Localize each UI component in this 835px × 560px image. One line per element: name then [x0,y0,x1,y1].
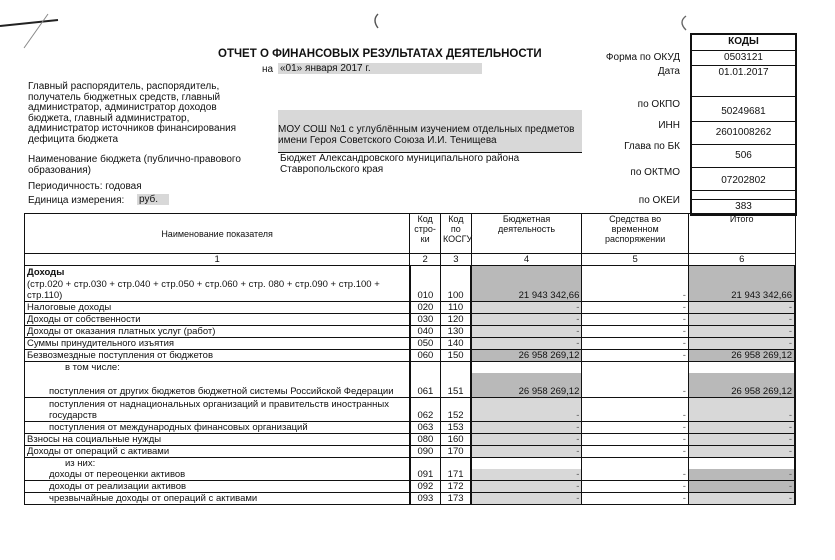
row-total: - [688,445,795,457]
row-total: - [688,397,795,421]
table-header-row [25,214,796,254]
row-name: Доходы от операций с активами [25,445,410,457]
report-date: «01» января 2017 г. [278,63,482,74]
row-budget: - [471,326,582,338]
col-header-budget: Бюджетная деятельность [471,214,582,254]
row-line-code: 063 [410,421,441,433]
row-total: - [688,314,795,326]
row-name: Доходы от собственности [25,314,410,326]
row-budget: - [471,302,582,314]
label-okpo: по ОКПО [637,99,680,110]
row-kosgu: 151 [440,373,471,397]
row-temp: - [582,397,689,421]
row-kosgu: 173 [440,492,471,504]
row-name: Взносы на социальные нужды [25,433,410,445]
row-kosgu: 110 [440,302,471,314]
table-row [25,373,796,397]
row-budget: - [471,421,582,433]
row-temp: - [582,350,689,362]
table-row [25,338,796,350]
row-line-code: 062 [410,397,441,421]
table-row [25,362,796,374]
report-title: ОТЧЕТ О ФИНАНСОВЫХ РЕЗУЛЬТАТАХ ДЕЯТЕЛЬНОСТИ [218,48,542,60]
row-budget: - [471,433,582,445]
budget-name-label: Наименование бюджета (публично-правового образования) [28,154,241,176]
row-kosgu [440,457,471,469]
table-row [25,397,796,421]
row-kosgu: 100 [440,278,471,302]
row-total: 21 943 342,66 [688,278,795,302]
row-line-code: 040 [410,326,441,338]
col-header-name: Наименование показателя [25,214,410,254]
table-row [25,266,796,278]
table-row [25,480,796,492]
row-line-code [410,362,441,374]
budget-name: Бюджет Александровского муниципального района Ставропольского края [280,153,520,175]
col-number: 3 [440,254,471,266]
label-oktmo: по ОКТМО [630,167,680,178]
col-number: 2 [410,254,441,266]
row-total: 26 958 269,12 [688,350,795,362]
unit-label: Единица измерения: [28,195,125,206]
row-budget [471,266,582,278]
row-budget: - [471,314,582,326]
code-oktmo: 07202802 [692,168,795,191]
row-budget: 21 943 342,66 [471,278,582,302]
row-total: - [688,326,795,338]
row-temp: - [582,302,689,314]
row-name: Доходы от оказания платных услуг (работ) [25,326,410,338]
row-temp: - [582,338,689,350]
row-line-code: 061 [410,373,441,397]
row-temp: - [582,278,689,302]
label-okei: по ОКЕИ [638,195,680,206]
label-bk: Глава по БК [624,141,680,152]
code-okpo: 50249681 [692,97,795,122]
row-total [688,266,795,278]
label-okud: Форма по ОКУД [605,52,680,63]
row-temp: - [582,492,689,504]
row-budget: - [471,397,582,421]
table-row [25,350,796,362]
report-date-prefix: на [262,64,274,75]
row-kosgu: 153 [440,421,471,433]
row-name: Суммы принудительного изъятия [25,338,410,350]
table-row [25,433,796,445]
row-line-code: 030 [410,314,441,326]
col-number: 5 [582,254,689,266]
row-temp [582,457,689,469]
row-temp [582,362,689,374]
codes-header: КОДЫ [692,35,795,51]
row-temp: - [582,421,689,433]
col-number: 6 [688,254,795,266]
row-line-code: 080 [410,433,441,445]
row-total: - [688,492,795,504]
row-total: 26 958 269,12 [688,373,795,397]
row-kosgu: 171 [440,469,471,481]
row-name: Безвозмездные поступления от бюджетов [25,350,410,362]
col-header-kosgu: Код по КОСГУ [440,214,471,254]
periodicity: Периодичность: годовая [28,181,142,192]
table-row [25,457,796,469]
row-name: поступления от международных финансовых организаций [25,421,410,433]
table-row [25,445,796,457]
row-total [688,362,795,374]
table-row [25,278,796,302]
unit-value: руб. [137,194,169,205]
row-budget: - [471,338,582,350]
row-kosgu: 152 [440,397,471,421]
row-budget [471,457,582,469]
row-kosgu: 170 [440,445,471,457]
row-total: - [688,338,795,350]
row-name: поступления от других бюджетов бюджетной системы Российской Федерации [25,373,410,397]
row-kosgu: 160 [440,433,471,445]
row-kosgu: 172 [440,480,471,492]
row-name: (стр.020 + стр.030 + стр.040 + стр.050 + стр.060 + стр. 080 + стр.090 + стр.100 + стр.110) [25,278,410,302]
row-total: - [688,421,795,433]
row-budget: - [471,480,582,492]
label-inn: ИНН [658,120,680,131]
row-name: Налоговые доходы [25,302,410,314]
code-okud: 0503121 [692,51,795,67]
codes-box [690,33,797,216]
row-name: доходы от реализации активов [25,480,410,492]
code-blank [692,191,795,200]
row-kosgu [440,266,471,278]
row-budget: 26 958 269,12 [471,373,582,397]
row-temp: - [582,433,689,445]
row-name: доходы от переоценки активов [25,469,410,481]
row-kosgu: 120 [440,314,471,326]
row-name: поступления от наднациональных организаций и правительств иностранных государств [25,397,410,421]
row-kosgu: 150 [440,350,471,362]
code-bk: 506 [692,145,795,168]
row-temp: - [582,326,689,338]
row-temp: - [582,373,689,397]
financial-results-table [24,213,796,505]
code-inn: 2601008262 [692,122,795,145]
row-kosgu [440,362,471,374]
col-header-temp: Средства во временном распоряжении [582,214,689,254]
code-okei: 383 [735,201,752,212]
row-kosgu: 140 [440,338,471,350]
row-line-code: 090 [410,445,441,457]
col-number: 1 [25,254,410,266]
table-row [25,469,796,481]
table-row [25,314,796,326]
row-budget: - [471,469,582,481]
row-temp: - [582,445,689,457]
row-temp: - [582,480,689,492]
row-line-code: 091 [410,469,441,481]
row-temp: - [582,314,689,326]
row-line-code: 020 [410,302,441,314]
row-name: Доходы [25,266,410,278]
organization-name: МОУ СОШ №1 с углублённым изучением отдельных предметов имени Героя Советского Союза И.И. Тенищева [278,110,582,152]
row-line-code: 050 [410,338,441,350]
row-kosgu: 130 [440,326,471,338]
row-budget: - [471,445,582,457]
column-number-row [25,254,796,266]
row-name: из них: [25,457,410,469]
row-total: - [688,480,795,492]
row-total: - [688,433,795,445]
row-line-code: 060 [410,350,441,362]
row-budget: 26 958 269,12 [471,350,582,362]
row-total: - [688,469,795,481]
table-row [25,302,796,314]
label-date: Дата [657,66,680,77]
col-header-total: Итого [688,214,795,254]
row-budget [471,362,582,374]
row-total: - [688,302,795,314]
row-line-code [410,266,441,278]
row-line-code: 092 [410,480,441,492]
row-line-code [410,457,441,469]
table-row [25,326,796,338]
row-line-code: 010 [410,278,441,302]
code-date: 01.01.2017 [692,66,795,97]
row-name: в том числе: [25,362,410,374]
main-admin-label: Главный распорядитель, распорядитель, получатель бюджетных средств, главный администратор, администратор доходов бюджета, главный администратор, администратор источников финансирования дефицита бюджета [28,81,237,145]
table-row [25,492,796,504]
row-temp [582,266,689,278]
row-temp: - [582,469,689,481]
col-number: 4 [471,254,582,266]
table-row [25,421,796,433]
row-line-code: 093 [410,492,441,504]
row-total [688,457,795,469]
col-header-line-code: Код стро-ки [410,214,441,254]
row-budget: - [471,492,582,504]
row-name: чрезвычайные доходы от операций с активами [25,492,410,504]
